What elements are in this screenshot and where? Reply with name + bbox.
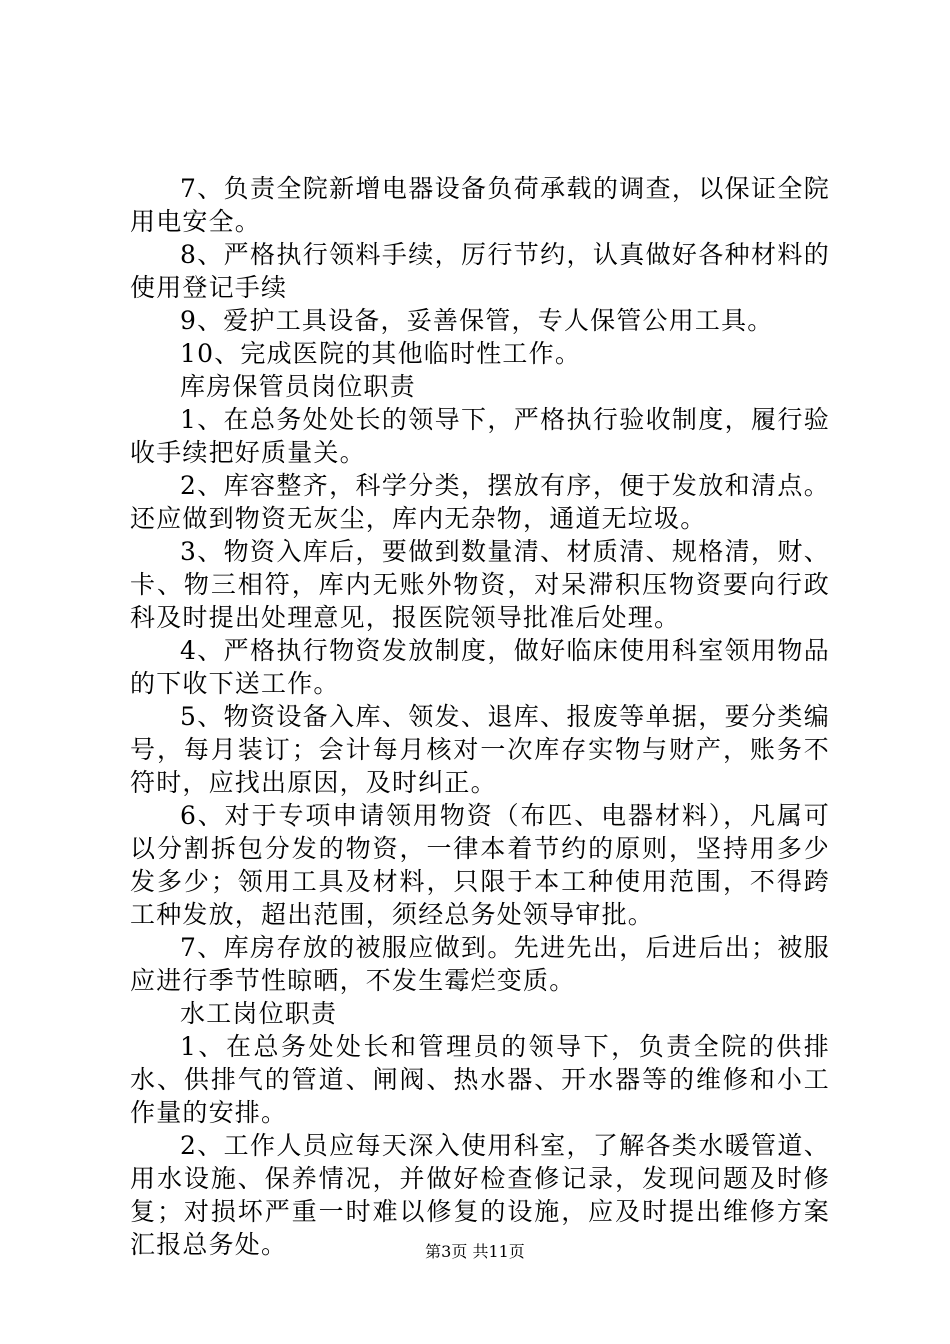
paragraph: 7、负责全院新增电器设备负荷承载的调查，以保证全院用电安全。 [130,174,830,236]
paragraph: 4、严格执行物资发放制度，做好临床使用科室领用物品的下收下送工作。 [130,636,830,698]
paragraph: 2、工作人员应每天深入使用科室，了解各类水暖管道、用水设施、保养情况，并做好检查修记录，发现问题及时修复；对损坏严重一时难以修复的设施，应及时提出维修方案汇报总务处。 [130,1131,830,1259]
paragraph: 5、物资设备入库、领发、退库、报废等单据，要分类编号，每月装订；会计每月核对一次库存实物与财产，账务不符时，应找出原因，及时纠正。 [130,702,830,797]
paragraph: 6、对于专项申请领用物资（布匹、电器材料），凡属可以分割拆包分发的物资，一律本着节约的原则，坚持用多少发多少；领用工具及材料，只限于本工种使用范围，不得跨工种发放，超出范围，须经总务处领导审批。 [130,801,830,929]
section-heading: 库房保管员岗位职责 [180,372,416,401]
section-heading: 水工岗位职责 [180,999,338,1028]
paragraph: 9、爱护工具设备，妥善保管，专人保管公用工具。 [180,306,774,335]
page-footer [0,1241,950,1263]
page-number: 第3页 共11页 [425,1242,525,1261]
paragraph: 1、在总务处处长和管理员的领导下，负责全院的供排水、供排气的管道、闸阀、热水器、开水器等的维修和小工作量的安排。 [130,1032,830,1127]
document-body [130,172,830,1261]
paragraph: 10、完成医院的其他临时性工作。 [180,339,582,368]
paragraph: 7、库房存放的被服应做到。先进先出，后进后出；被服应进行季节性晾晒，不发生霉烂变质。 [130,933,830,995]
paragraph: 8、严格执行领料手续，厉行节约，认真做好各种材料的使用登记手续 [130,240,830,302]
paragraph: 1、在总务处处长的领导下，严格执行验收制度，履行验收手续把好质量关。 [130,405,830,467]
paragraph: 3、物资入库后，要做到数量清、材质清、规格清，财、卡、物三相符，库内无账外物资，对呆滞积压物资要向行政科及时提出处理意见，报医院领导批准后处理。 [130,537,830,632]
paragraph: 2、库容整齐，科学分类，摆放有序，便于发放和清点。还应做到物资无灰尘，库内无杂物，通道无垃圾。 [130,471,830,533]
